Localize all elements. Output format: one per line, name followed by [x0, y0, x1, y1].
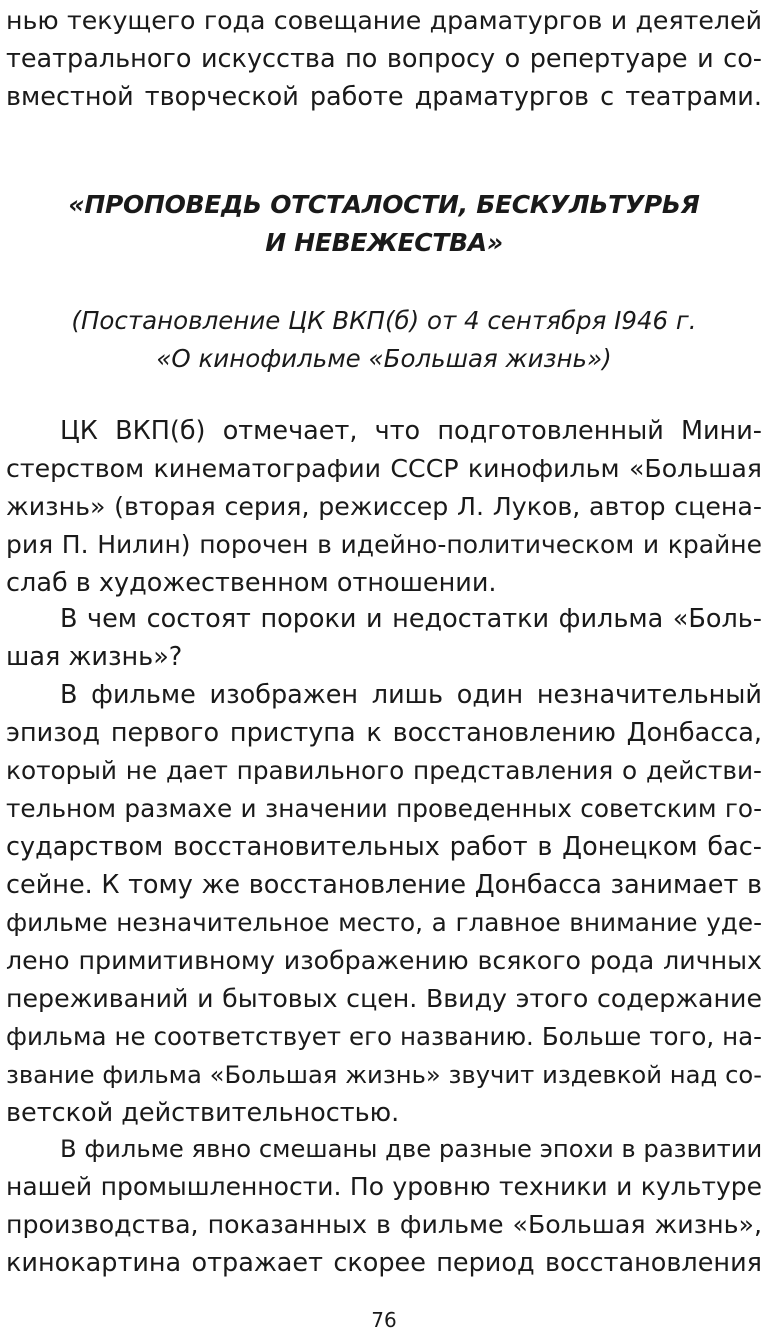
intro-line: вместной творческой работе драматургов с театрами.	[6, 82, 762, 112]
body-line: фильма не соответствует его названию. Больше того, на-	[6, 1022, 762, 1051]
body-line: шая жизнь»?	[6, 642, 183, 672]
page-number: 76	[371, 1308, 397, 1332]
body-line: В чем состоят пороки и недостатки фильма «Боль-	[60, 604, 762, 634]
body-line: переживаний и бытовых сцен. Ввиду этого содержание	[6, 984, 762, 1013]
body-line: рия П. Нилин) порочен в идейно-политическом и крайне	[6, 530, 762, 559]
section-title: «ПРОПОВЕДЬ ОТСТАЛОСТИ, БЕСКУЛЬТУРЬЯ	[68, 190, 700, 219]
body-line: жизнь» (вторая серия, режиссер Л. Луков, автор сцена-	[6, 492, 762, 521]
body-line: В фильме изображен лишь один незначительный	[60, 680, 762, 710]
body-line: лено примитивному изображению всякого рода личных	[6, 946, 762, 975]
body-line: нашей промышленности. По уровню техники и культуре	[6, 1172, 762, 1201]
intro-line: нью текущего года совещание драматургов и деятелей	[6, 6, 762, 35]
section-title: И НЕВЕЖЕСТВА»	[265, 228, 503, 257]
body-line: ЦК ВКП(б) отмечает, что подготовленный Мини-	[60, 416, 762, 446]
body-line: звание фильма «Большая жизнь» звучит издевкой над со-	[6, 1060, 762, 1089]
book-page	[6, 0, 762, 1336]
body-line: стерством кинематографии СССР кинофильм «Большая	[6, 454, 762, 483]
body-line: фильме незначительное место, а главное внимание уде-	[6, 908, 762, 937]
body-line: эпизод первого приступа к восстановлению Донбасса,	[6, 718, 762, 748]
body-line: который не дает правильного представления о действи-	[6, 756, 762, 785]
body-line: тельном размахе и значении проведенных советским го-	[6, 794, 762, 823]
body-line: ветской действительностью.	[6, 1098, 400, 1128]
body-line: производства, показанных в фильме «Большая жизнь»,	[6, 1210, 762, 1239]
intro-line: театрального искусства по вопросу о репертуаре и со-	[6, 44, 762, 74]
section-subtitle: (Постановление ЦК ВКП(б) от 4 сентября І946 г.	[71, 306, 697, 335]
section-subtitle: «О кинофильме «Большая жизнь»)	[156, 344, 612, 373]
body-line: В фильме явно смешаны две разные эпохи в развитии	[60, 1134, 763, 1163]
body-line: сударством восстановительных работ в Донецком бас-	[6, 832, 762, 862]
body-line: сейне. К тому же восстановление Донбасса занимает в	[6, 870, 762, 900]
body-line: кинокартина отражает скорее период восстановления	[6, 1248, 762, 1278]
body-line: слаб в художественном отношении.	[6, 568, 497, 598]
